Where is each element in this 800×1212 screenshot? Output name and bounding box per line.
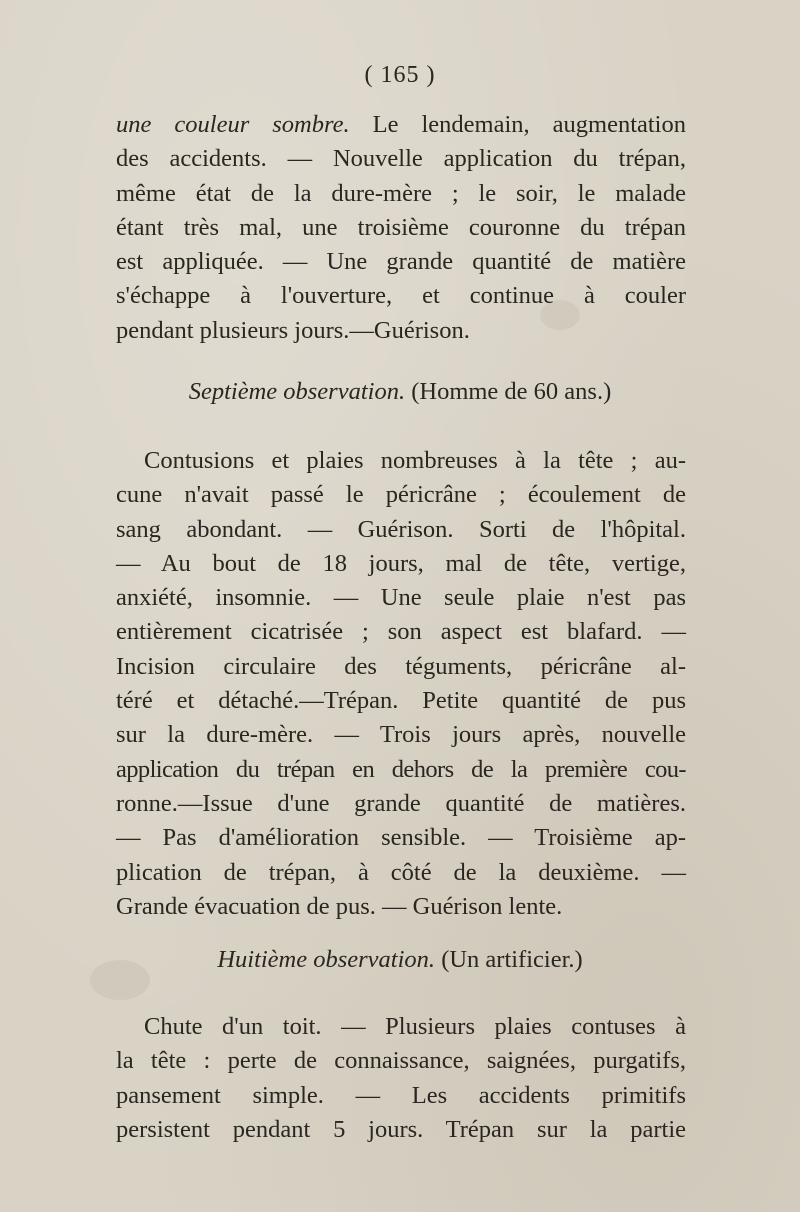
text-line: s'échappe à l'ouverture, et continue à couler xyxy=(116,282,686,310)
text-line: application du trépan en dehors de la première cou- xyxy=(116,755,686,783)
page-number: ( 165 ) xyxy=(364,62,436,88)
text-line: même état de la dure-mère ; le soir, le malade xyxy=(116,179,686,207)
observation-heading-8 xyxy=(0,946,800,974)
text-line: entièrement cicatrisée ; son aspect est blafard. — xyxy=(116,618,686,646)
text-line: — Pas d'amélioration sensible. — Troisième ap- xyxy=(116,824,686,852)
text-line: plication de trépan, à côté de la deuxième. — xyxy=(116,858,686,886)
text-line: des accidents. — Nouvelle application du trépan, xyxy=(116,145,686,173)
text-line: cune n'avait passé le péricrâne ; écoulement de xyxy=(116,481,686,509)
text-line: ronne.—Issue d'une grande quantité de matières. xyxy=(116,789,686,817)
text-line: sur la dure-mère. — Trois jours après, nouvelle xyxy=(116,721,686,749)
paragraph-continuation xyxy=(116,108,686,348)
text-line: persistent pendant 5 jours. Trépan sur la partie xyxy=(116,1115,686,1143)
heading-detail: (Homme de 60 ans.) xyxy=(411,378,612,405)
heading-title: Huitième observation. xyxy=(217,946,436,973)
observation-7-text xyxy=(116,444,686,924)
text-line: Contusions et plaies nombreuses à la tête ; au- xyxy=(144,447,686,474)
text-line: est appliquée. — Une grande quantité de matière xyxy=(116,248,686,276)
text-line: sang abondant. — Guérison. Sorti de l'hôpital. xyxy=(116,515,686,543)
text-line: une couleur sombre. Le lendemain, augmentation xyxy=(116,111,686,138)
heading-detail: (Un artificier.) xyxy=(441,946,583,973)
text-line: la tête : perte de connaissance, saignées, purgatifs, xyxy=(116,1047,686,1075)
observation-8-text xyxy=(116,1010,686,1147)
text-line: Chute d'un toit. — Plusieurs plaies contuses à xyxy=(144,1013,686,1040)
text-line: anxiété, insomnie. — Une seule plaie n'est pas xyxy=(116,584,686,612)
text-line: pansement simple. — Les accidents primitifs xyxy=(116,1081,686,1109)
italic-phrase: une couleur sombre. xyxy=(116,111,350,138)
heading-title: Septième observation. xyxy=(188,378,406,405)
text-line: étant très mal, une troisième couronne du trépan xyxy=(116,213,686,241)
text-line: Incision circulaire des téguments, péricrâne al- xyxy=(116,652,686,680)
text-line: Grande évacuation de pus. — Guérison lente. xyxy=(116,892,563,920)
text-line: — Au bout de 18 jours, mal de tête, vertige, xyxy=(116,549,686,577)
text-line: pendant plusieurs jours.—Guérison. xyxy=(116,316,470,344)
text-line: téré et détaché.—Trépan. Petite quantité de pus xyxy=(116,687,686,715)
observation-heading-7 xyxy=(0,378,800,406)
